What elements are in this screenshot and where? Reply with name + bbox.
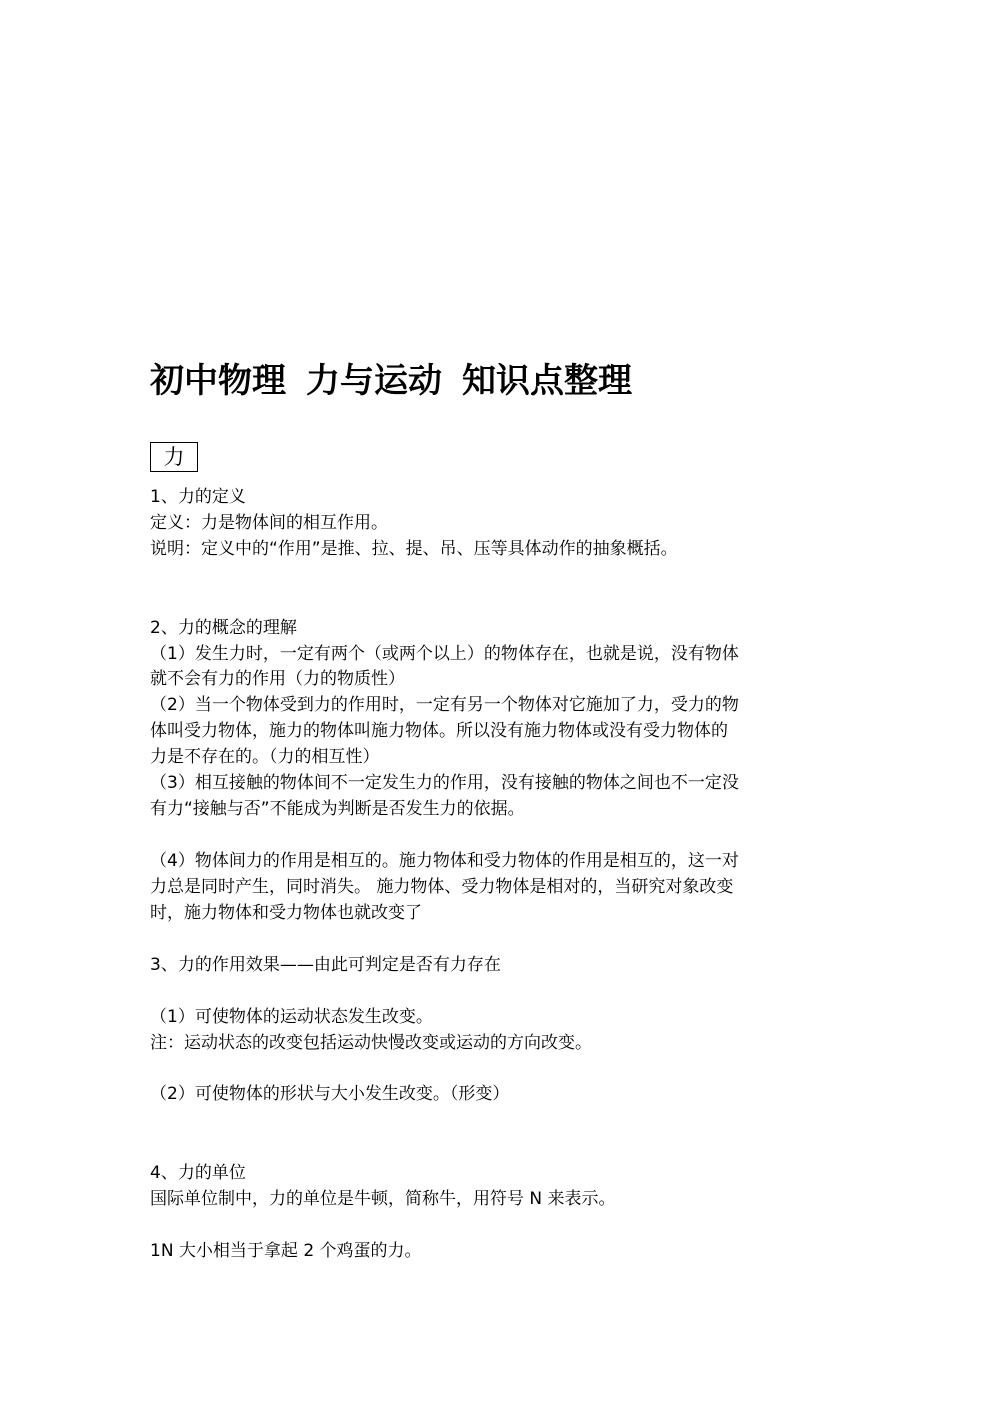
paragraph-line: 时，施力物体和受力物体也就改变了 [150,903,422,923]
paragraph-line: 1N 大小相当于拿起 2 个鸡蛋的力。 [150,1241,422,1261]
paragraph-line: 国际单位制中，力的单位是牛顿，简称牛，用符号 N 来表示。 [150,1189,616,1209]
title-part-summary: 知识点整理 [462,361,632,401]
paragraph-line: （1）发生力时，一定有两个（或两个以上）的物体存在，也就是说，没有物体 [150,644,739,664]
heading-force-definition: 1、力的定义 [150,487,246,507]
heading-force-effects: 3、力的作用效果——由此可判定是否有力存在 [150,955,501,975]
title-part-subject: 初中物理 [150,361,286,401]
paragraph-line: 力总是同时产生，同时消失。 施力物体、受力物体是相对的，当研究对象改变 [150,877,734,897]
paragraph-line: 定义：力是物体间的相互作用。 [150,513,388,533]
document-title [150,356,632,406]
title-part-topic: 力与运动 [306,361,442,401]
heading-force-concept: 2、力的概念的理解 [150,618,297,638]
paragraph-line: （4）物体间力的作用是相互的。施力物体和受力物体的作用是相互的，这一对 [150,851,739,871]
paragraph-line: 就不会有力的作用（力的物质性） [150,669,405,689]
paragraph-line: 力是不存在的。（力的相互性） [150,747,380,767]
paragraph-line: （1）可使物体的运动状态发生改变。 [150,1007,433,1027]
paragraph-line: （2）当一个物体受到力的作用时，一定有另一个物体对它施加了力，受力的物 [150,695,739,715]
paragraph-line: 有力“接触与否”不能成为判断是否发生力的依据。 [150,799,525,819]
section-heading-box: 力 [150,442,198,472]
paragraph-line: 说明：定义中的“作用”是推、拉、提、吊、压等具体动作的抽象概括。 [150,539,678,559]
paragraph-line: 体叫受力物体，施力的物体叫施力物体。所以没有施力物体或没有受力物体的 [150,721,728,741]
heading-force-unit: 4、力的单位 [150,1163,246,1183]
paragraph-line: 注：运动状态的改变包括运动快慢改变或运动的方向改变。 [150,1033,592,1053]
paragraph-line: （2）可使物体的形状与大小发生改变。（形变） [150,1084,510,1104]
paragraph-line: （3）相互接触的物体间不一定发生力的作用，没有接触的物体之间也不一定没 [150,773,739,793]
